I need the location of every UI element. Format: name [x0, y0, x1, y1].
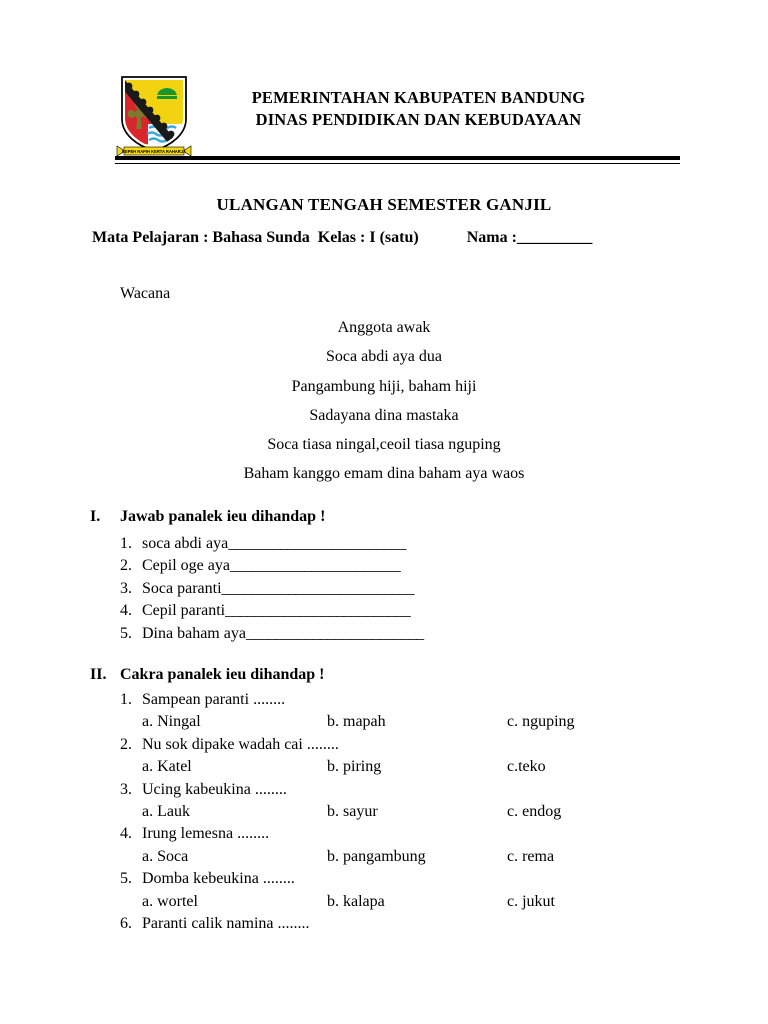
- option-c[interactable]: c.teko: [507, 758, 546, 776]
- multiple-choice-item: [90, 823, 710, 868]
- section-one-question-list: [90, 533, 710, 645]
- crest-motto-text: REPEH RAPIH KERTA RAHARJA: [122, 149, 186, 155]
- option-a[interactable]: a. wortel: [142, 892, 198, 910]
- multiple-choice-item: [90, 779, 710, 824]
- section-two-heading: [90, 664, 710, 686]
- question-row: [90, 913, 710, 935]
- question-text: Ucing kabeukina ........: [142, 780, 287, 798]
- bandung-regency-crest-icon: [115, 74, 193, 156]
- answer-blank-line[interactable]: _______________________: [229, 557, 401, 575]
- poem-line: Soca tiasa ningal,ceoil tiasa nguping: [267, 436, 501, 454]
- multiple-choice-item: [90, 689, 710, 734]
- section-two: [90, 664, 710, 935]
- question-text: Irung lemesna ........: [142, 825, 270, 843]
- section-two-title: Cakra panalek ieu dihandap !: [120, 666, 325, 683]
- fill-in-question-row[interactable]: [90, 555, 710, 577]
- question-text: [142, 600, 710, 622]
- question-number: 4.: [120, 602, 132, 620]
- multiple-choice-item: [90, 913, 710, 935]
- option-row: [142, 891, 710, 913]
- answer-blank-line[interactable]: ________________________: [245, 624, 424, 642]
- question-stem: soca abdi aya: [142, 535, 229, 552]
- question-stem: Cepil oge aya: [142, 557, 230, 575]
- option-row: [142, 801, 710, 823]
- option-b[interactable]: b. pangambung: [327, 847, 426, 865]
- header-agency-text: [193, 74, 680, 131]
- question-text: Sampean paranti ........: [142, 691, 286, 708]
- class-label: Kelas : I (satu): [317, 229, 419, 246]
- question-number: 6.: [120, 915, 132, 933]
- option-b[interactable]: b. mapah: [327, 713, 386, 731]
- section-one: [90, 506, 710, 645]
- question-number: 4.: [120, 825, 132, 843]
- option-a[interactable]: a. Ningal: [142, 713, 201, 731]
- question-text: Nu sok dipake wadah cai ........: [142, 735, 339, 753]
- fill-in-question-row[interactable]: [90, 578, 710, 600]
- option-c[interactable]: c. endog: [507, 803, 562, 821]
- question-row: [90, 779, 710, 801]
- subject-class-name-row: [92, 229, 692, 247]
- name-blank-line: __________: [516, 229, 592, 246]
- option-c[interactable]: c. rema: [507, 847, 555, 865]
- fill-in-question-row[interactable]: [90, 533, 710, 555]
- answer-blank-line[interactable]: __________________________: [221, 579, 414, 597]
- section-one-title: Jawab panalek ieu dihandap !: [120, 508, 326, 525]
- question-number: 2.: [120, 557, 132, 575]
- poem-line: Baham kanggo emam dina baham aya waos: [243, 465, 525, 483]
- question-number: 1.: [120, 535, 132, 552]
- header-line-government: PEMERINTAHAN KABUPATEN BANDUNG: [251, 88, 586, 107]
- section-two-question-list: [90, 689, 710, 935]
- question-row: [90, 823, 710, 845]
- document-header: [115, 74, 680, 154]
- fill-in-question-row[interactable]: [90, 623, 710, 645]
- multiple-choice-item: [90, 868, 710, 913]
- question-number: 3.: [120, 579, 132, 597]
- fill-in-question-row[interactable]: [90, 600, 710, 622]
- option-b[interactable]: b. sayur: [327, 803, 378, 821]
- poem-line: Soca abdi aya dua: [326, 348, 442, 366]
- option-c[interactable]: c. jukut: [507, 892, 555, 910]
- option-row: [142, 711, 710, 733]
- wacana-label: Wacana: [120, 285, 171, 302]
- question-number: 2.: [120, 735, 132, 753]
- option-a[interactable]: a. Lauk: [142, 803, 190, 821]
- question-text: [142, 623, 710, 645]
- option-b[interactable]: b. piring: [327, 758, 382, 776]
- section-one-heading: [90, 506, 710, 528]
- question-number: 1.: [120, 691, 132, 708]
- question-stem: Cepil paranti: [142, 602, 226, 620]
- question-number: 3.: [120, 780, 132, 798]
- question-stem: Dina baham aya: [142, 624, 246, 642]
- option-c[interactable]: c. nguping: [507, 713, 575, 731]
- question-row: [90, 868, 710, 890]
- question-number: 5.: [120, 870, 132, 888]
- poem-line: Pangambung hiji, baham hiji: [291, 377, 477, 395]
- question-row: [90, 734, 710, 756]
- student-name-field[interactable]: [467, 229, 592, 247]
- exam-title: ULANGAN TENGAH SEMESTER GANJIL: [216, 195, 552, 214]
- option-row: [142, 756, 710, 778]
- header-line-department: DINAS PENDIDIKAN DAN KEBUDAYAAN: [255, 109, 582, 129]
- question-text: Domba kebeukina ........: [142, 870, 295, 888]
- crest-motto-ribbon: [117, 146, 191, 156]
- answer-blank-line[interactable]: ________________________: [228, 535, 406, 552]
- option-a[interactable]: a. Katel: [142, 758, 192, 776]
- question-text: [142, 555, 710, 577]
- poem-line: Anggota awak: [337, 319, 431, 336]
- answer-blank-line[interactable]: _________________________: [225, 602, 411, 620]
- multiple-choice-item: [90, 734, 710, 779]
- header-rule-thick: [115, 156, 680, 160]
- question-stem: Soca paranti: [142, 579, 222, 597]
- question-text: Paranti calik namina ........: [142, 915, 310, 933]
- option-row: [142, 846, 710, 868]
- question-text: [142, 578, 710, 600]
- question-text: [142, 533, 710, 555]
- poem-line: Sadayana dina mastaka: [309, 406, 459, 424]
- wacana-poem: [0, 313, 768, 489]
- name-label: Nama :: [466, 229, 517, 246]
- question-number: 5.: [120, 624, 132, 642]
- header-rule-thin: [115, 163, 680, 164]
- section-one-numeral: I.: [90, 508, 101, 525]
- question-row: [90, 689, 710, 711]
- section-two-numeral: II.: [90, 666, 107, 683]
- subject-label: Mata Pelajaran : Bahasa Sunda: [92, 229, 310, 246]
- option-b[interactable]: b. kalapa: [327, 892, 385, 910]
- option-a[interactable]: a. Soca: [142, 847, 189, 865]
- crest-svg: [115, 74, 193, 156]
